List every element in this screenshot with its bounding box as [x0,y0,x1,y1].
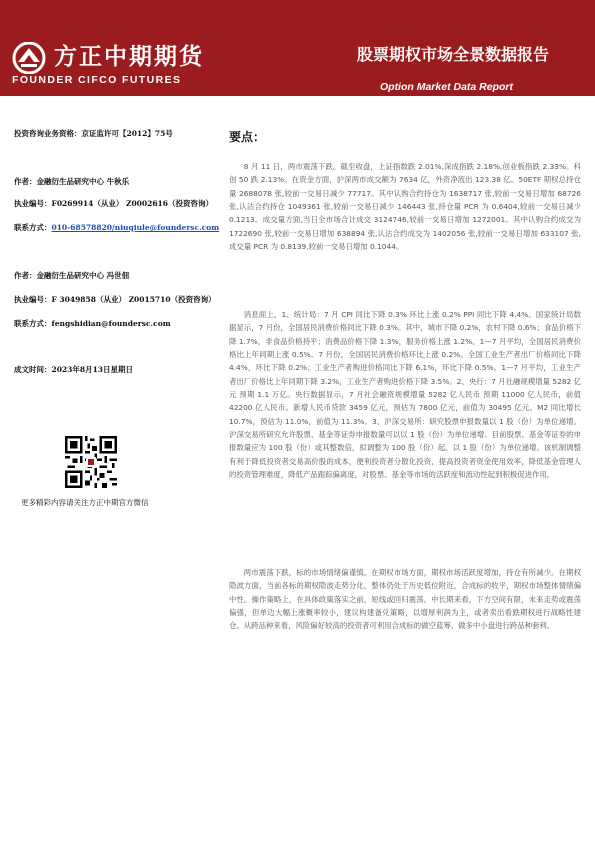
author-1-cert: 执业编号：F0269914（从业） Z0002616（投资咨询） [14,199,213,208]
paragraph-text: 8 月 11 日，两市震荡下跌。截至收盘，上证指数跌 2.01%,深成指跌 2.18%,创业板指跌 2.33%。科创 50 跌 2.13%。在资金方面，沪深两市成交额为 7634 亿，外资净流出 123.38 亿。50ETF 期权总持仓量 2688078 张,较前一交易日减少 77717。其中认购合约持仓为 1638717 张,较前一交易日增加 68726 张,认沽合约持仓 1049361 张,较前一交易日减少 146443 张,持仓量 PCR 为 0.6404,较前一交易日减少 0.1213。成交量方面,当日全市场合计成交 3124746,较前一交易日增加 1272001。其中认购合约成交为 1722690 张,较前一交易日增加 638894 张,认沽合约成交为 1402056 张,较前一交易日增加 633107 张,成交量 PCR 为 0.8139,较前一交易日增加 0.1044。 [229,162,581,252]
wechat-qr-code[interactable] [65,436,117,488]
author-1-contact [14,222,219,233]
strategy-paragraph [229,566,581,633]
license-info: 投资咨询业务资格：京证监许可【2012】75号 [14,129,173,138]
qr-caption: 更多精彩内容请关注方正中期官方微信 [21,498,149,507]
founder-logo-icon [12,42,46,74]
news-paragraph [229,308,581,481]
paragraph-text: 消息面上，1、统计局：7 月 CPI 同比下降 0.3% 环比上涨 0.2% PPI 同比下降 4.4%。国家统计局数据显示，7 月份，全国居民消费价格同比下降 0.3%。其中，城市下降 0.2%，农村下降 0.6%；食品价格下降 1.7%，非食品价格持平；消费品价格下降 1.3%，服务价格上涨 1.2%。1—7 月平均，全国居民消费价格比上年同期上涨 0.5%。7 月份，全国居民消费价格环比上涨 0.2%。全国工业生产者出厂价格同比下降 4.4%，环比下降 0.2%；工业生产者购进价格同比下降 6.1%，环比下降 0.5%。1—7 月平均，工业生产者出厂价格比上年同期下降 3.2%，工业生产者购进价格下降 3.5%。2、央行：7 月社融规模增量 5282 亿元 预期 1.1 万亿。央行数据显示，7 月社会融资规模增量 5282 亿人民币 预期 11000 亿人民币，前值 42200 亿人民币。新增人民币贷款 3459 亿元，预估为 7800 亿元，前值为 30495 亿元。M2 同比增长 10.7%，预估为 11.0%，前值为 11.3%。3、沪深交易所：研究股票申报数量以 1 股（份）为单位递增。沪深交易所研究允许股票、基金等证券申报数量可以以 1 股（份）为单位递增。目前股票、基金等证券的申报数量应为 100 股（份）或其整数倍，拟调整为 100 股（份）起、以 1 股（份）为单位递增。该机制调整有利于降低投资者交易高价股的成本，便利投资者分散化投资，提高投资者资金使用效率，降低基金管理人的投资管理难度，降低产品跟踪偏离度，对股票、基金等市场的活跃度和流动性起到积极促进作用。 [229,310,581,480]
author-2: 作者：金融衍生品研究中心 冯世佃 [14,271,130,280]
author-1-email-link[interactable]: 010-68578820/niuqiule@foundersc.com [51,223,220,232]
publish-date: 成文时间：2023年8月13日星期日 [14,365,134,374]
paragraph-text: 两市震荡下跌，标的市场情绪偏谨慎。在期权市场方面，期权市场活跃度增加，持仓有所减少。在期权隐波方面，当前各标的期权隐波走势分化，整体仍处于历史低位附近，合成标的收平，期权市场整体情绪偏中性。操作策略上，在具体政策落实之前，短线或回归震荡。中长期来看，下方空间有限，未来走势或震荡偏强，但单边大幅上涨概率较小，建议构建备兑策略，以增厚利润为主，或者卖出看跌期权进行战略性建仓。从跨品种来看，风险偏好较高的投资者可利用合成标的做空蓝筹、做多中小盘进行跨品种套利。 [229,568,581,631]
company-logo [12,38,230,90]
report-title: 股票期权市场全景数据报告 [356,45,549,64]
author-2-contact: 联系方式：fengshidian@foundersc.com [14,319,171,328]
contact-label: 联系方式： [14,223,52,232]
report-subtitle: Option Market Data Report [379,81,513,93]
author-2-cert: 执业编号：F 3049858（从业） Z0015710（投资咨询） [14,295,216,304]
author-1: 作者：金融衍生品研究中心 牛秋乐 [14,177,130,186]
report-header [0,0,595,96]
section-title: 要点： [229,130,266,144]
market-summary-paragraph [229,160,581,253]
brand-name-cn: 方正中期期货 [54,44,204,70]
brand-name-en: FOUNDER CIFCO FUTURES [12,74,182,86]
